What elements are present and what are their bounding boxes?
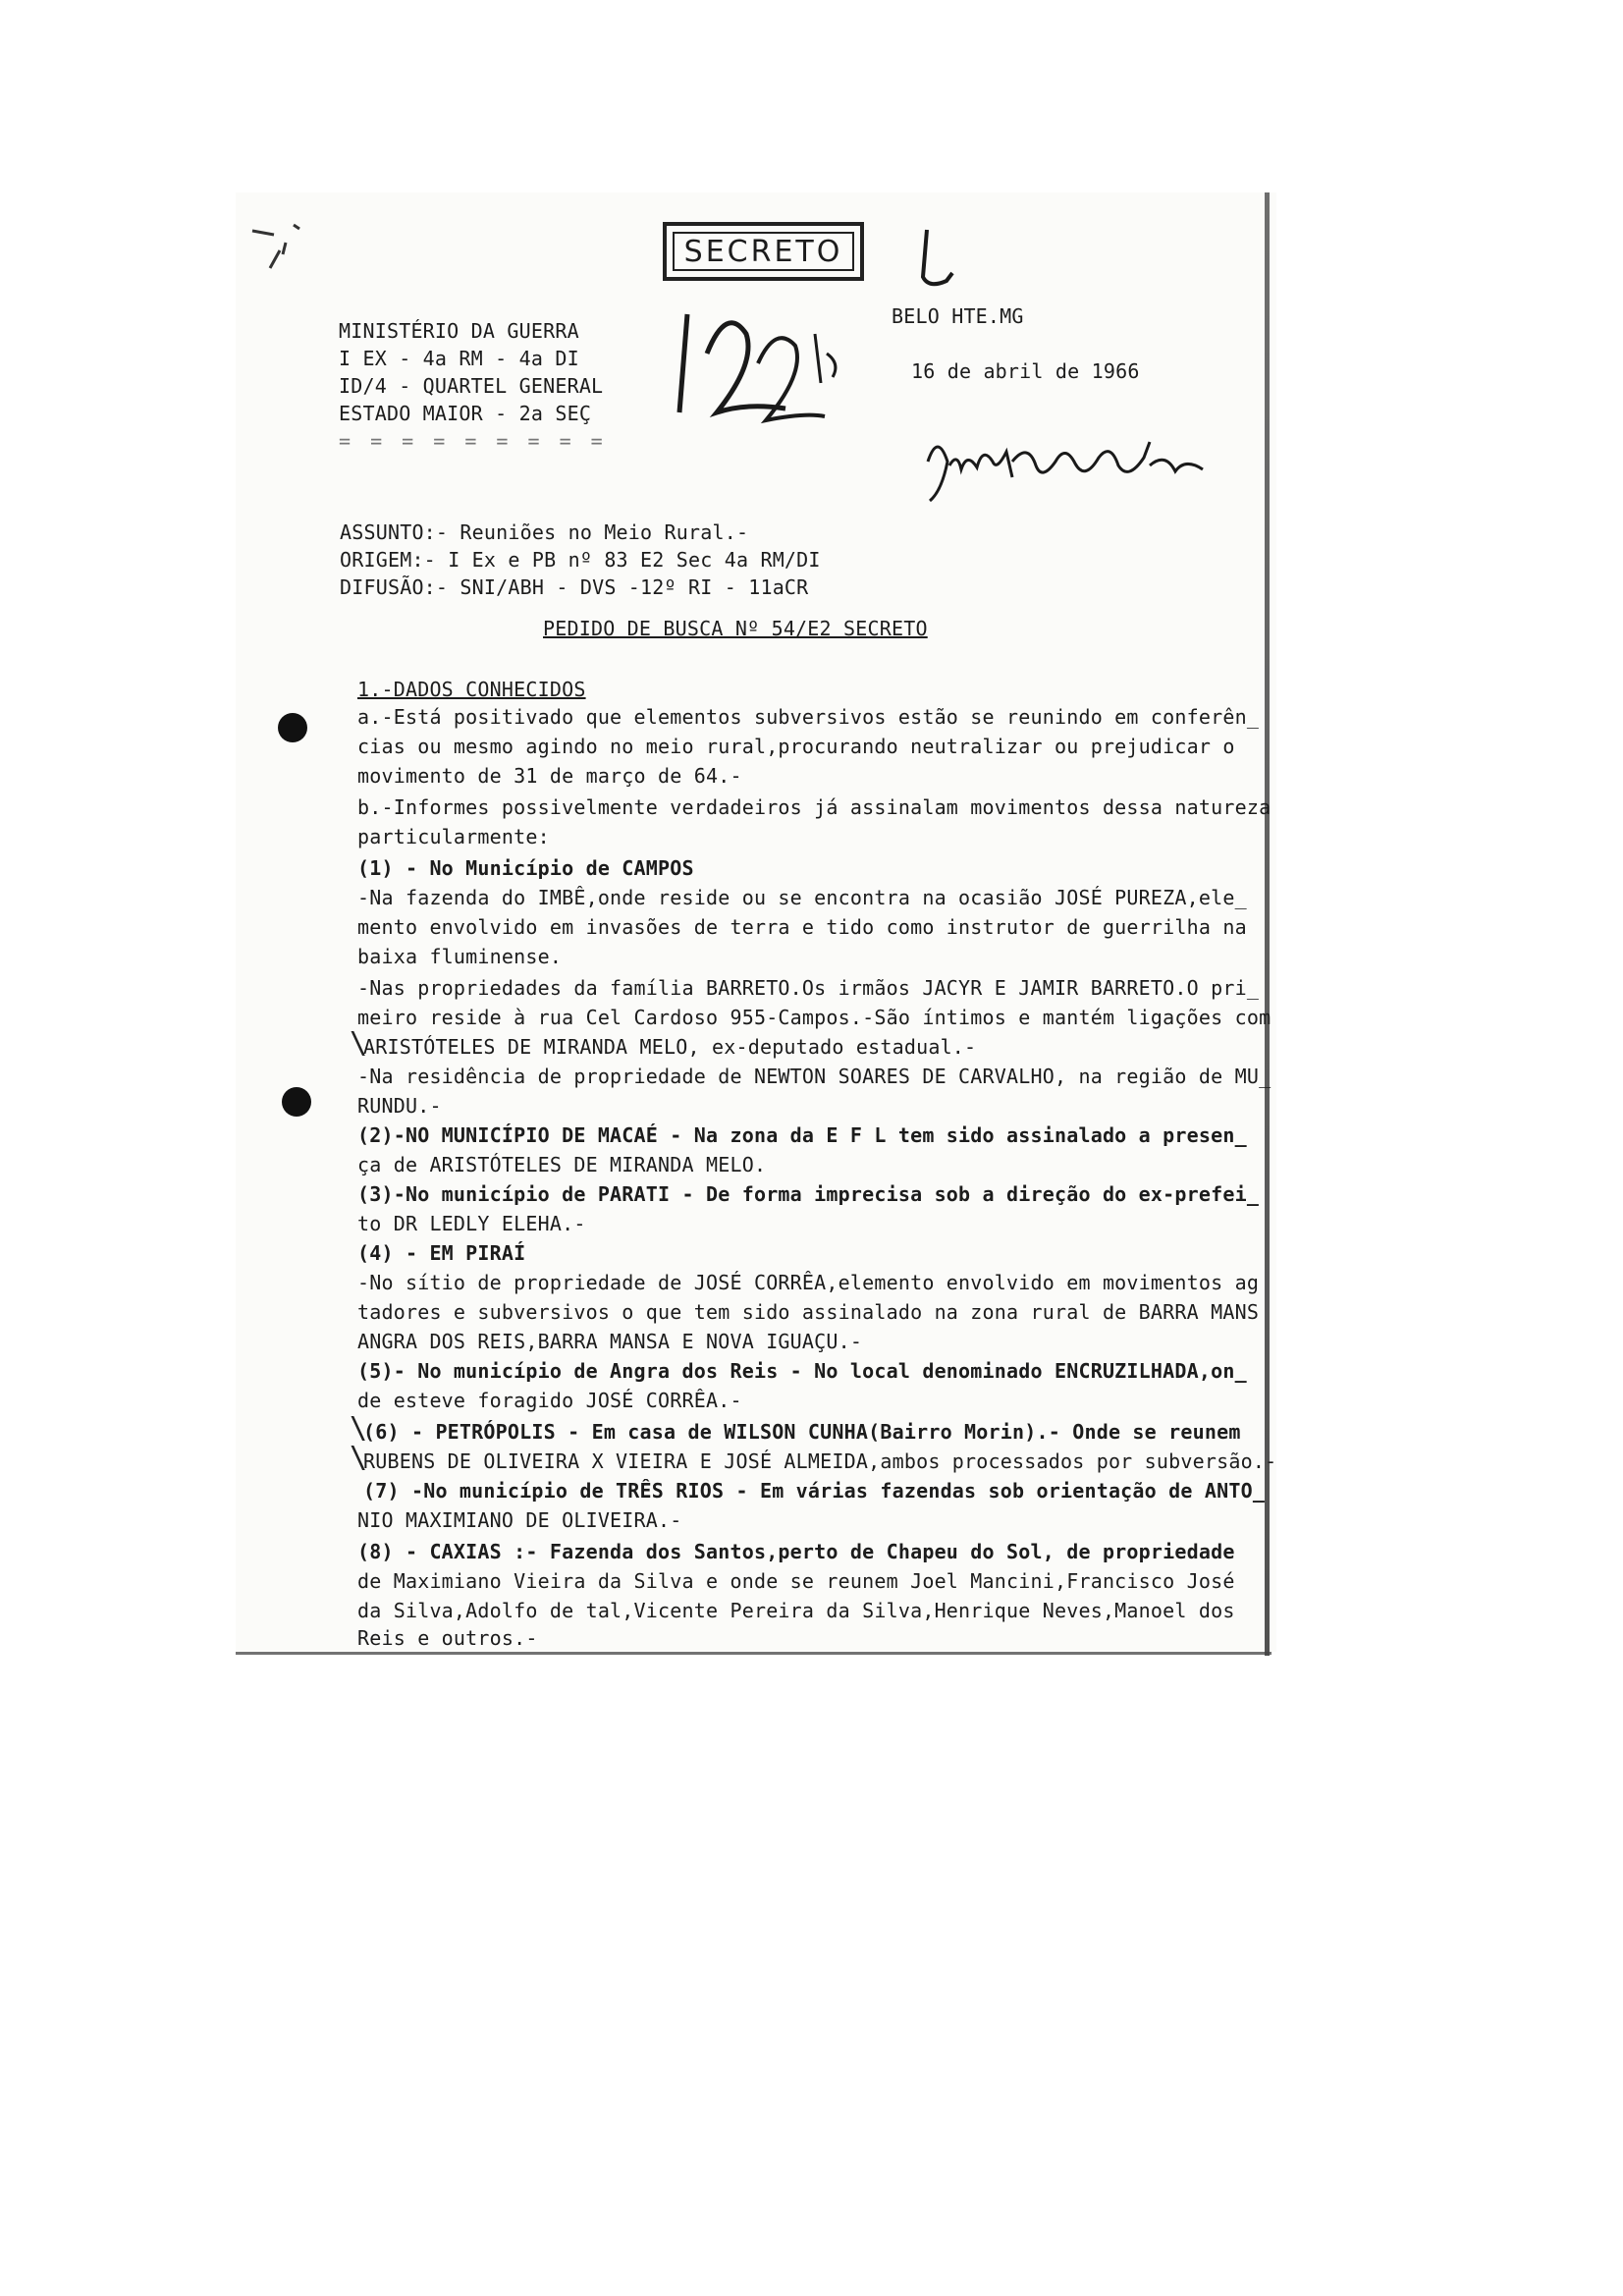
body-line: mento envolvido em invasões de terra e tido como instrutor de guerrilha na [357, 915, 1247, 939]
page-edge-shadow [1265, 192, 1270, 1656]
meta-label: ASSUNTO:- [340, 520, 449, 544]
signature [918, 422, 1213, 511]
body-line: (7) -No município de TRÊS RIOS - Em várias fazendas sob orientação de ANTO_ [363, 1479, 1266, 1503]
body-line: particularmente: [357, 825, 550, 848]
stray-mark [250, 221, 319, 280]
body-line: a.-Está positivado que elementos subversivos estão se reunindo em conferên_ [357, 705, 1260, 729]
body-line: de esteve foragido JOSÉ CORRÊA.- [357, 1389, 742, 1412]
handwritten-number [668, 295, 864, 432]
body-line: movimento de 31 de março de 64.- [357, 764, 742, 788]
date: 16 de abril de 1966 [911, 359, 1140, 383]
body-line: b.-Informes possivelmente verdadeiros já assinalam movimentos dessa natureza [357, 795, 1271, 819]
body-line: -Na residência de propriedade de NEWTON SOARES DE CARVALHO, na região de MU_ [357, 1065, 1271, 1088]
meta-value: Reuniões no Meio Rural.- [460, 520, 749, 544]
body-line: Reis e outros.- [357, 1626, 538, 1650]
header-unit: I EX - 4a RM - 4a DI [339, 347, 579, 370]
place: BELO HTE.MG [892, 304, 1024, 328]
body-line: (4) - EM PIRAÍ [357, 1241, 526, 1265]
punch-hole [282, 1087, 311, 1117]
body-line: -Na fazenda do IMBÊ,onde reside ou se encontra na ocasião JOSÉ PUREZA,ele_ [357, 886, 1247, 909]
page-bottom-edge [236, 1652, 1271, 1655]
body-line: RUNDU.- [357, 1094, 442, 1118]
body-line: RUBENS DE OLIVEIRA X VIEIRA E JOSÉ ALMEIDA,ambos processados por subversão.- [363, 1449, 1277, 1473]
section-heading: 1.-DADOS CONHECIDOS [357, 678, 586, 701]
body-line: de Maximiano Vieira da Silva e onde se reunem Joel Mancini,Francisco José [357, 1569, 1235, 1593]
meta-value: I Ex e PB nº 83 E2 Sec 4a RM/DI [448, 548, 821, 572]
body-line: (1) - No Município de CAMPOS [357, 856, 694, 880]
meta-row-subject [340, 520, 748, 544]
punch-hole [278, 713, 307, 742]
margin-mark: \ [350, 1411, 368, 1446]
body-line: ARISTÓTELES DE MIRANDA MELO, ex-deputado estadual.- [363, 1035, 977, 1059]
margin-mark: \ [350, 1026, 368, 1061]
stamp-label: SECRETO [673, 232, 854, 271]
body-line: tadores e subversivos o que tem sido assinalado na zona rural de BARRA MANS [357, 1300, 1260, 1324]
header-ministry: MINISTÉRIO DA GUERRA [339, 319, 579, 343]
meta-row-origin [340, 548, 821, 572]
meta-value: SNI/ABH - DVS -12º RI - 11aCR [460, 575, 809, 599]
body-line: -No sítio de propriedade de JOSÉ CORRÊA,elemento envolvido em movimentos ag [357, 1271, 1260, 1294]
meta-label: DIFUSÃO:- [340, 575, 449, 599]
margin-mark: \ [350, 1441, 368, 1475]
body-line: ça de ARISTÓTELES DE MIRANDA MELO. [357, 1153, 767, 1176]
body-line: meiro reside à rua Cel Cardoso 955-Campos.-São íntimos e mantém ligações com [357, 1006, 1271, 1029]
body-line: (6) - PETRÓPOLIS - Em casa de WILSON CUNHA(Bairro Morin).- Onde se reunem [363, 1420, 1241, 1444]
meta-label: ORIGEM:- [340, 548, 436, 572]
body-line: baixa fluminense. [357, 945, 563, 968]
body-line: NIO MAXIMIANO DE OLIVEIRA.- [357, 1508, 682, 1532]
body-line: (8) - CAXIAS :- Fazenda dos Santos,perto de Chapeu do Sol, de propriedade [357, 1540, 1235, 1563]
handwritten-initials [913, 226, 962, 304]
header-divider: = = = = = = = = = [339, 429, 607, 453]
body-line: (2)-NO MUNICÍPIO DE MACAÉ - Na zona da E F L tem sido assinalado a presen_ [357, 1123, 1247, 1147]
body-line: cias ou mesmo agindo no meio rural,procurando neutralizar ou prejudicar o [357, 735, 1235, 758]
body-line: (3)-No município de PARATI - De forma imprecisa sob a direção do ex-prefei_ [357, 1182, 1260, 1206]
header-hq: ID/4 - QUARTEL GENERAL [339, 374, 604, 398]
document-title: PEDIDO DE BUSCA Nº 54/E2 SECRETO [543, 617, 928, 640]
header-staff: ESTADO MAIOR - 2a SEÇ [339, 402, 592, 425]
body-line: ANGRA DOS REIS,BARRA MANSA E NOVA IGUAÇU.- [357, 1330, 863, 1353]
meta-row-diffusion [340, 575, 808, 599]
body-line: (5)- No município de Angra dos Reis - No local denominado ENCRUZILHADA,on_ [357, 1359, 1247, 1383]
secret-stamp [663, 222, 864, 281]
body-line: da Silva,Adolfo de tal,Vicente Pereira da Silva,Henrique Neves,Manoel dos [357, 1599, 1235, 1622]
body-line: to DR LEDLY ELEHA.- [357, 1212, 586, 1235]
body-line: -Nas propriedades da família BARRETO.Os irmãos JACYR E JAMIR BARRETO.O pri_ [357, 976, 1260, 1000]
